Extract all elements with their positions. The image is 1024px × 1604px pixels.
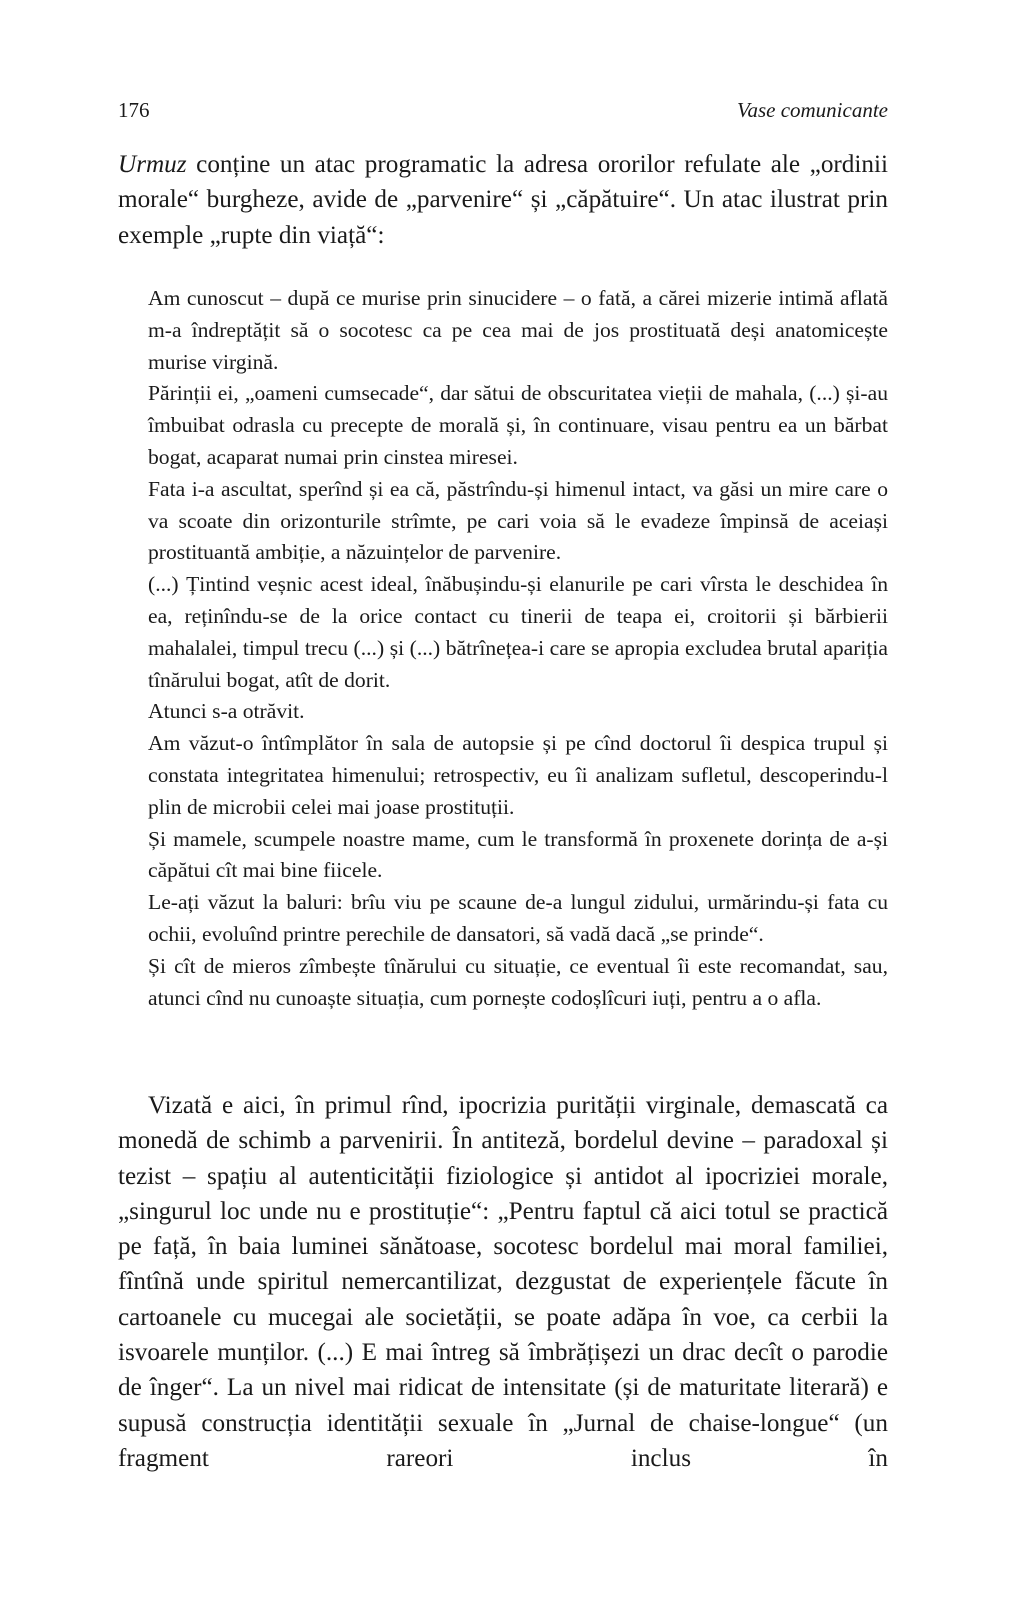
intro-text	[118, 147, 888, 253]
quote-paragraph: Părinții ei, „oameni cumsecade“, dar sătui de obscuritatea vieții de mahala, (...) și-au îmbuibat odrasla cu precepte de morală și, în continuare, visau pentru ea un bărbat bogat, acaparat numai prin cinstea miresei.	[148, 381, 888, 469]
quote-paragraph: Atunci s-a otrăvit.	[148, 699, 305, 724]
block-quote	[148, 283, 888, 1014]
running-header	[118, 98, 888, 128]
italic-work-title: Urmuz	[118, 151, 187, 178]
running-title: Vase comunicante	[736, 98, 888, 122]
intro-body: conține un atac programatic la adresa ororilor refulate ale „ordinii morale“ burgheze, avide de „parvenire“ și „căpătuire“. Un atac ilustrat prin exemple „rupte din viață“:	[118, 151, 888, 249]
analysis-text: Vizată e aici, în primul rînd, ipocrizia purității virginale, demascată ca monedă de schimb a parvenirii. În antiteză, bordelul devine – paradoxal și tezist – spațiu al autenticității fiziologice și antidot al ipocriziei morale, „singurul loc unde nu e prostituție“: „Pentru faptul că aici totul se practică pe față, în baia luminei sănătoase, socotesc bordelul mai moral familiei, fîntînă unde spiritul nemercantilizat, dezgustat de experiențele făcute în cartoanele cu mucegai ale societății, se poate adăpa în voe, ca cerbii la isvoarele munților. (...) E mai întreg să îmbrățișezi un drac decît o parodie de înger“. La un nivel mai ridicat de intensitate (și de maturitate literară) e supusă construcția identității sexuale în „Jurnal de chaise-longue“ (un fragment rareori inclus în	[118, 1092, 888, 1472]
quote-paragraph: Am văzut-o întîmplător în sala de autopsie și pe cînd doctorul îi despica trupul și constata integritatea himenului; retrospectiv, eu îi analizam sufletul, descoperindu-l plin de microbii celei mai joase prostituții.	[148, 731, 888, 819]
analysis-paragraph	[118, 1088, 888, 1512]
quote-paragraph: Fata i-a ascultat, sperînd și ea că, păstrîndu-și himenul intact, va găsi un mire care o va scoate din orizonturile strîmte, pe cari voia să le evadeze împinsă de aceiași prostituantă ambiție, a năzuințelor de parvenire.	[148, 476, 888, 565]
page-number: 176	[118, 98, 150, 122]
quote-paragraph: Am cunoscut – după ce murise prin sinucidere – o fată, a cărei mizerie intimă aflată m-a îndreptățit să o socotesc ca pe cea mai de jos prostituată deși anatomicește murise virgină.	[148, 286, 888, 374]
quote-paragraph: Și mamele, scumpele noastre mame, cum le transformă în proxenete dorința de a-și căpătui cît mai bine fiicele.	[148, 826, 888, 883]
quote-paragraph: Le-ați văzut la baluri: brîu viu pe scaune de-a lungul zidului, urmărindu-și fata cu ochii, evoluînd printre perechile de dansatori, să vadă dacă „se prinde“.	[148, 890, 888, 946]
quote-paragraph: (...) Țintind veșnic acest ideal, înăbușindu-și elanurile pe cari vîrsta le deschidea în ea, reținîndu-se de la orice contact cu tinerii de teapa ei, croitorii și bărbierii mahalalei, timpul trecu (...) și (...) bătrînețea-i care se apropia excludea brutal apariția tînărului bogat, atît de dorit.	[148, 572, 888, 692]
quote-paragraph: Și cît de mieros zîmbește tînărului cu situație, ce eventual îi este recomandat, sau, atunci cînd nu cunoaște situația, cum pornește codoșlîcuri iuți, pentru a o afla.	[148, 953, 888, 1010]
intro-paragraph	[118, 147, 888, 253]
